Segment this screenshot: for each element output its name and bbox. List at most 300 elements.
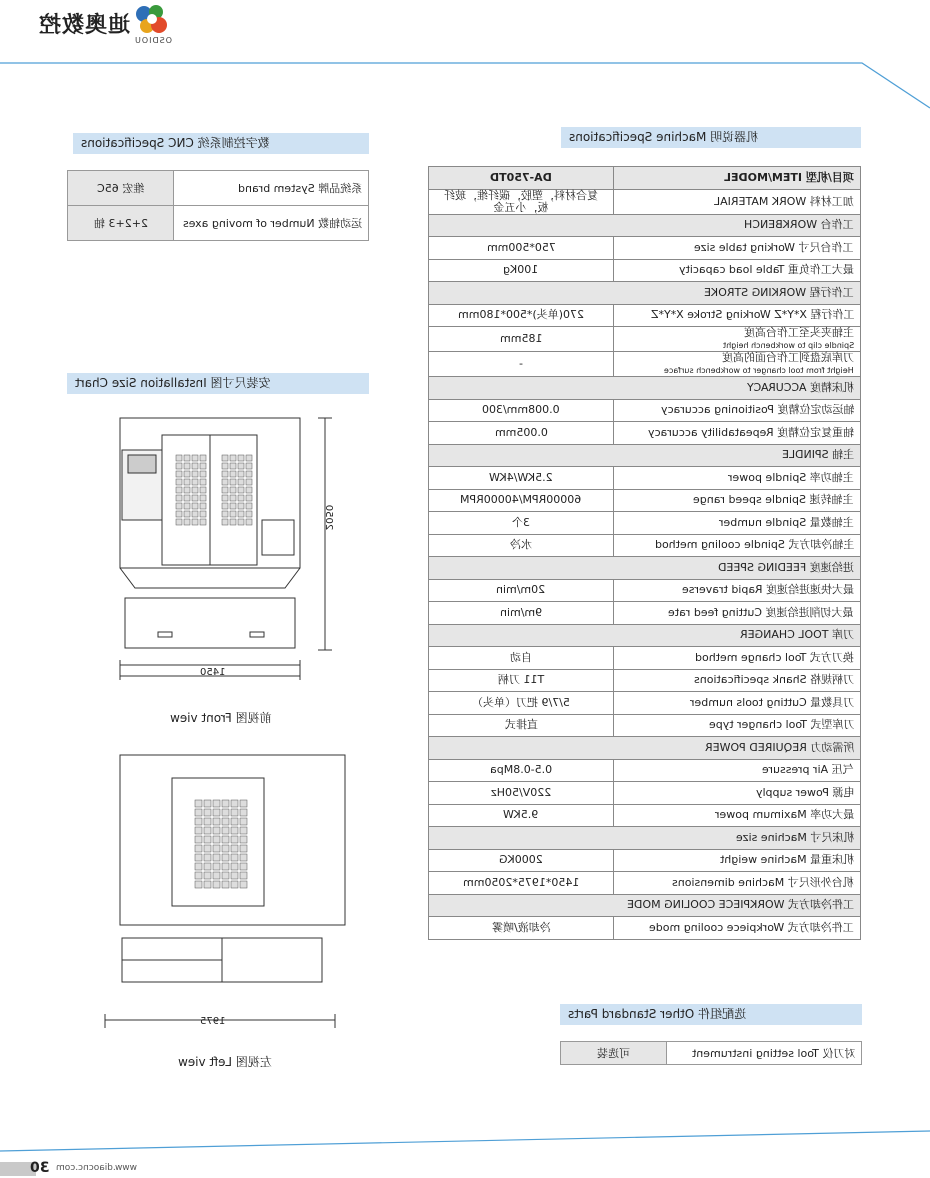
- drawing-grid-cell: [192, 479, 198, 485]
- machine-spec-table: [428, 166, 861, 940]
- text-label: 冷却液/喷雾: [491, 920, 551, 934]
- drawing-grid-cell: [246, 495, 252, 501]
- text-label: 轴重复定位精度 Repeatability accuracy: [647, 425, 854, 439]
- drawing-grid-cell: [195, 800, 202, 807]
- drawing-grid-cell: [222, 800, 229, 807]
- standard-parts-title: [560, 1004, 862, 1025]
- drawing-grid-cell: [230, 463, 236, 469]
- drawing-grid-cell: [230, 471, 236, 477]
- spec-header-item: [614, 167, 861, 190]
- drawing-grid-cell: [200, 511, 206, 517]
- drawing-grid-cell: [240, 881, 247, 888]
- company-logo: [132, 4, 182, 36]
- text-label: 0.5-0.8Mpa: [489, 763, 553, 777]
- spec-key: [614, 259, 861, 282]
- drawing-grid-cell: [192, 511, 198, 517]
- text-label: 机床尺寸 Machine size: [735, 830, 854, 844]
- text-label: 机床重量 Machine weight: [719, 853, 854, 867]
- drawing-grid-cell: [246, 479, 252, 485]
- spec-value: [429, 917, 614, 940]
- drawing-grid-cell: [238, 479, 244, 485]
- spec-category-row: [429, 377, 861, 400]
- text-label: 自动: [510, 650, 532, 664]
- spec-value: [429, 467, 614, 490]
- spec-row: [429, 327, 861, 352]
- spec-key: [614, 647, 861, 670]
- drawing-grid-cell: [195, 827, 202, 834]
- drawing-grid-cell: [240, 872, 247, 879]
- drawing-grid-cell: [231, 818, 238, 825]
- drawing-grid-cell: [200, 479, 206, 485]
- text-label: -: [519, 357, 523, 370]
- drawing-grid-cell: [231, 809, 238, 816]
- text-label: 系统品牌 System brand: [237, 182, 362, 195]
- drawing-grid-cell: [238, 503, 244, 509]
- drawing-grid-cell: [213, 827, 220, 834]
- spec-value: [429, 692, 614, 715]
- drawing-grid-cell: [231, 863, 238, 870]
- drawing-grid-cell: [246, 511, 252, 517]
- text-label: 750*500mm: [486, 240, 556, 254]
- text-label: T11 刀柄: [497, 673, 545, 687]
- drawing-grid-cell: [230, 495, 236, 501]
- drawing-grid-cell: [195, 818, 202, 825]
- cnc-spec-table: [67, 170, 369, 241]
- drawing-grid-cell: [176, 471, 182, 477]
- spec-category-row: [429, 444, 861, 467]
- text-label: 工作行程 WORKING STROKE: [704, 285, 854, 299]
- drawing-grid-cell: [195, 872, 202, 879]
- brand-subtitle: OSDIOU: [134, 36, 173, 45]
- spec-row: [429, 714, 861, 737]
- spec-category-label: [429, 377, 861, 400]
- text-label: 60000RPM/40000RPM: [460, 493, 582, 507]
- drawing-grid-cell: [195, 863, 202, 870]
- page-number: 30: [30, 1160, 50, 1176]
- drawing-grid-cell: [231, 881, 238, 888]
- standard-parts-row: [561, 1042, 862, 1065]
- brand-name-text: 迪奥数控: [38, 12, 131, 38]
- drawing-grid-cell: [184, 495, 190, 501]
- drawing-grid-cell: [204, 800, 211, 807]
- spec-value: [429, 534, 614, 557]
- drawing-grid-cell: [176, 503, 182, 509]
- cnc-spec-title: [73, 133, 369, 154]
- text-label: 270(单头)*500*180mm: [457, 308, 584, 322]
- drawing-grid-cell: [246, 463, 252, 469]
- drawing-grid-cell: [176, 511, 182, 517]
- text-label: 运动轴数 Number of moving axes: [182, 217, 362, 230]
- drawing-grid-cell: [246, 487, 252, 493]
- spec-key: [614, 669, 861, 692]
- installation-title: [67, 373, 369, 394]
- drawing-grid-cell: [192, 519, 198, 525]
- drawing-grid-cell: [222, 845, 229, 852]
- spec-value: [429, 512, 614, 535]
- drawing-grid-cell: [240, 836, 247, 843]
- spec-category-row: [429, 214, 861, 237]
- drawing-grid-cell: [213, 809, 220, 816]
- drawing-grid-cell: [176, 487, 182, 493]
- drawing-grid-cell: [222, 863, 229, 870]
- drawing-grid-cell: [246, 503, 252, 509]
- drawing-grid-cell: [238, 495, 244, 501]
- text-label: 安装尺寸图 Installation Size Chart: [75, 376, 271, 390]
- spec-value: [429, 602, 614, 625]
- cnc-row: [68, 171, 369, 206]
- drawing-grid-cell: [176, 463, 182, 469]
- drawing-grid-cell: [222, 503, 228, 509]
- drawing-grid-cell: [222, 818, 229, 825]
- drawing-grid-cell: [230, 503, 236, 509]
- drawing-grid-cell: [184, 463, 190, 469]
- spec-category-row: [429, 894, 861, 917]
- drawing-grid-cell: [240, 809, 247, 816]
- text-label: 185mm: [499, 332, 543, 345]
- drawing-grid-cell: [222, 854, 229, 861]
- spec-header-row: [429, 167, 861, 190]
- left-view-caption: 左视图 Left view: [178, 1055, 272, 1069]
- text-label: 100Kg: [503, 263, 539, 277]
- spec-value: [429, 327, 614, 352]
- drawing-grid-cell: [192, 503, 198, 509]
- spec-category-label: [429, 827, 861, 850]
- text-label: 最大切削进给速度 Cutting feed rate: [668, 605, 854, 619]
- spec-key: [614, 602, 861, 625]
- text-label: 工件冷却方式 Workpiece cooling mode: [649, 920, 854, 934]
- spec-value: [429, 759, 614, 782]
- spec-category-row: [429, 624, 861, 647]
- drawing-grid-cell: [195, 845, 202, 852]
- front-view-caption: 前视图 Front view: [170, 711, 272, 725]
- drawing-grid-cell: [213, 845, 220, 852]
- drawing-grid-cell: [213, 881, 220, 888]
- drawing-grid-cell: [222, 455, 228, 461]
- drawing-grid-cell: [222, 479, 228, 485]
- drawing-grid-cell: [230, 479, 236, 485]
- spec-row: [429, 399, 861, 422]
- spec-key: [614, 759, 861, 782]
- website-url: www.diaocnc.com: [56, 1163, 138, 1173]
- spec-key: [614, 534, 861, 557]
- text-label: 主轴数量 Spindle number: [719, 515, 854, 529]
- spec-key: [614, 917, 861, 940]
- drawing-grid-cell: [246, 455, 252, 461]
- spec-key: [614, 512, 861, 535]
- spec-row: [429, 352, 861, 377]
- spec-header-model: [429, 167, 614, 190]
- spec-key: [614, 327, 861, 352]
- drawing-grid-cell: [213, 872, 220, 879]
- spec-row: [429, 189, 861, 214]
- text-label: 进给速度 FEEDING SPEED: [718, 560, 854, 574]
- drawing-grid-cell: [240, 800, 247, 807]
- drawing-grid-cell: [238, 455, 244, 461]
- drawing-grid-cell: [231, 854, 238, 861]
- text-label: 9.5KW: [503, 808, 539, 822]
- text-label: Height from tool changer to workbench surface: [664, 366, 854, 375]
- drawing-grid-cell: [222, 495, 228, 501]
- text-label: Spindle clip to workbench height: [722, 341, 854, 350]
- text-label: 最大快速进给速度 Rapid traverse: [681, 583, 854, 597]
- text-label: 主轴 SPINDLE: [781, 448, 854, 462]
- spec-category-label: [429, 214, 861, 237]
- cnc-key: [174, 206, 369, 241]
- drawing-grid-cell: [240, 827, 247, 834]
- drawing-grid-cell: [192, 455, 198, 461]
- text-label: 主轴功率 Spindle power: [728, 470, 854, 484]
- drawing-grid-cell: [231, 800, 238, 807]
- text-label: 数字控制系统 CNC Specifications: [81, 136, 270, 150]
- text-label: 直排式: [504, 718, 538, 732]
- drawing-grid-cell: [238, 511, 244, 517]
- drawing-grid-cell: [222, 881, 229, 888]
- drawing-grid-cell: [200, 471, 206, 477]
- brand-name: [38, 6, 130, 40]
- drawing-grid-cell: [222, 511, 228, 517]
- text-label: 2000KG: [499, 853, 543, 867]
- drawing-grid-cell: [192, 471, 198, 477]
- spec-value: [429, 872, 614, 895]
- text-label: 刀具数量 Cutting tools number: [689, 695, 854, 709]
- text-label: 工作台尺寸 Working table size: [694, 240, 854, 254]
- spec-key: [614, 467, 861, 490]
- drawing-grid-cell: [213, 854, 220, 861]
- drawing-grid-cell: [200, 495, 206, 501]
- drawing-grid-cell: [240, 845, 247, 852]
- drawing-grid-cell: [200, 487, 206, 493]
- drawing-grid-cell: [213, 800, 220, 807]
- spec-category-label: [429, 282, 861, 305]
- drawing-grid-cell: [204, 827, 211, 834]
- drawing-grid-cell: [195, 881, 202, 888]
- drawing-grid-cell: [192, 487, 198, 493]
- spec-key: [614, 692, 861, 715]
- spec-value: [429, 782, 614, 805]
- front-height-dim: 2050: [323, 504, 335, 531]
- text-label: 工件冷却方式 WORKPIECE COOLING MODE: [626, 898, 854, 912]
- drawing-grid-cell: [195, 809, 202, 816]
- drawing-grid-cell: [231, 872, 238, 879]
- drawing-grid-cell: [231, 836, 238, 843]
- drawing-grid-cell: [200, 519, 206, 525]
- spec-value: [429, 714, 614, 737]
- spec-category-label: [429, 624, 861, 647]
- text-label: 工作行程 X*Y*Z Working Stroke X*Y*Z: [650, 308, 854, 322]
- drawing-grid-cell: [222, 487, 228, 493]
- spec-value: [429, 669, 614, 692]
- spec-category-label: [429, 557, 861, 580]
- spec-row: [429, 669, 861, 692]
- drawing-grid-cell: [200, 503, 206, 509]
- spec-row: [429, 692, 861, 715]
- cnc-key: [174, 171, 369, 206]
- drawing-grid-cell: [246, 519, 252, 525]
- spec-value: [429, 422, 614, 445]
- drawing-grid-cell: [204, 872, 211, 879]
- drawing-grid-cell: [213, 818, 220, 825]
- spec-row: [429, 579, 861, 602]
- drawing-grid-cell: [238, 463, 244, 469]
- drawing-grid-cell: [204, 854, 211, 861]
- text-label: 机床精度 ACCURACY: [747, 380, 854, 394]
- standard-parts-table: [560, 1041, 862, 1065]
- spec-row: [429, 422, 861, 445]
- drawing-grid-cell: [176, 495, 182, 501]
- drawing-grid-cell: [204, 836, 211, 843]
- text-label: 最大工作负重 Table load capacity: [679, 263, 854, 277]
- standard-parts-key: [667, 1042, 862, 1065]
- text-label: 刀库 TOOL CHANGER: [740, 628, 854, 642]
- left-width-dim: 1975: [200, 1016, 226, 1027]
- spec-row: [429, 304, 861, 327]
- spec-value: [429, 237, 614, 260]
- footer-divider-line: [0, 1125, 930, 1165]
- drawing-grid-cell: [240, 854, 247, 861]
- text-label: 维宏 65C: [96, 182, 145, 195]
- text-label: 复合材料，塑胶，碳纤维，玻纤板，小五金: [444, 188, 598, 214]
- text-label: 1450*1975*2050mm: [462, 875, 580, 889]
- drawing-grid-cell: [204, 881, 211, 888]
- text-label: 2.5KW/4KW: [489, 470, 553, 484]
- spec-value: [429, 804, 614, 827]
- spec-key: [614, 237, 861, 260]
- spec-key: [614, 872, 861, 895]
- spec-category-label: [429, 894, 861, 917]
- spec-value: [429, 647, 614, 670]
- drawing-grid-cell: [176, 479, 182, 485]
- drawing-grid-cell: [222, 836, 229, 843]
- drawing-grid-cell: [184, 503, 190, 509]
- left-view-drawing: [100, 750, 360, 1040]
- cnc-row: [68, 206, 369, 241]
- cnc-value: [68, 206, 174, 241]
- machine-spec-title: [561, 127, 861, 148]
- drawing-grid-cell: [246, 471, 252, 477]
- text-label: 最大功率 Maximum power: [714, 808, 854, 822]
- drawing-grid-cell: [184, 471, 190, 477]
- text-label: DA-750TD: [490, 170, 552, 184]
- text-label: 刀柄规格 Shank specifications: [693, 673, 854, 687]
- text-label: 对刀仪 Tool setting instrument: [691, 1047, 855, 1060]
- drawing-grid-cell: [238, 471, 244, 477]
- spec-category-row: [429, 827, 861, 850]
- spec-row: [429, 467, 861, 490]
- spec-key: [614, 189, 861, 214]
- drawing-grid-cell: [230, 455, 236, 461]
- spec-category-label: [429, 444, 861, 467]
- text-label: 主轴冷却方式 Spindle cooling method: [654, 538, 854, 552]
- drawing-grid-cell: [204, 818, 211, 825]
- drawing-grid-cell: [238, 519, 244, 525]
- text-label: 换刀方式 Tool change method: [695, 650, 854, 664]
- drawing-grid-cell: [200, 455, 206, 461]
- text-label: 气压 Air pressure: [762, 763, 854, 777]
- drawing-grid-cell: [222, 872, 229, 879]
- spec-key: [614, 804, 861, 827]
- spec-value: [429, 352, 614, 377]
- spec-category-label: [429, 737, 861, 760]
- drawing-grid-cell: [240, 818, 247, 825]
- spec-value: [429, 579, 614, 602]
- text-label: 主轴夹头至工作台高度: [744, 326, 854, 339]
- spec-row: [429, 602, 861, 625]
- drawing-grid-cell: [213, 863, 220, 870]
- spec-key: [614, 304, 861, 327]
- spec-row: [429, 804, 861, 827]
- drawing-grid-cell: [204, 863, 211, 870]
- spec-row: [429, 782, 861, 805]
- text-label: 水冷: [510, 538, 532, 552]
- drawing-grid-cell: [184, 519, 190, 525]
- drawing-grid-cell: [230, 519, 236, 525]
- text-label: 项目/机型 ITEM/MODEL: [724, 170, 854, 184]
- spec-row: [429, 917, 861, 940]
- drawing-grid-cell: [184, 511, 190, 517]
- text-label: 电源 Power supply: [755, 785, 854, 799]
- spec-value: [429, 399, 614, 422]
- spec-key: [614, 352, 861, 377]
- drawing-grid-cell: [230, 511, 236, 517]
- text-label: 2+2+3 轴: [93, 217, 148, 230]
- text-label: 机台外形尺寸 Machine dimensions: [672, 875, 854, 889]
- spec-key: [614, 579, 861, 602]
- drawing-grid-cell: [222, 471, 228, 477]
- text-label: 20m/min: [496, 583, 546, 597]
- drawing-grid-cell: [222, 463, 228, 469]
- spec-row: [429, 849, 861, 872]
- drawing-grid-cell: [222, 519, 228, 525]
- spec-key: [614, 422, 861, 445]
- spec-key: [614, 399, 861, 422]
- drawing-grid-cell: [192, 463, 198, 469]
- text-label: 刀库型式 Tool changer type: [708, 718, 854, 732]
- spec-row: [429, 534, 861, 557]
- drawing-grid-cell: [231, 827, 238, 834]
- drawing-grid-cell: [230, 487, 236, 493]
- spec-row: [429, 512, 861, 535]
- spec-value: [429, 304, 614, 327]
- spec-category-row: [429, 557, 861, 580]
- spec-key: [614, 849, 861, 872]
- spec-value: [429, 259, 614, 282]
- text-label: 工作台 WORKBENCH: [744, 218, 854, 232]
- text-label: 所需动力 REQUIRED POWER: [704, 740, 854, 754]
- text-label: 机器说明 Machine Specifications: [569, 130, 759, 144]
- text-label: 轴运动定位精度 Positioning accuracy: [660, 403, 854, 417]
- drawing-grid-cell: [222, 809, 229, 816]
- drawing-grid-cell: [184, 455, 190, 461]
- drawing-grid-cell: [184, 479, 190, 485]
- text-label: 主轴转速 Spindle speed range: [693, 493, 854, 507]
- spec-key: [614, 782, 861, 805]
- drawing-grid-cell: [240, 863, 247, 870]
- cnc-value: [68, 171, 174, 206]
- spec-key: [614, 489, 861, 512]
- spec-row: [429, 259, 861, 282]
- drawing-grid-cell: [222, 827, 229, 834]
- drawing-grid-cell: [231, 845, 238, 852]
- drawing-grid-cell: [204, 845, 211, 852]
- text-label: 加工材料 WORK MATERIAL: [714, 194, 854, 208]
- spec-value: [429, 189, 614, 214]
- spec-category-row: [429, 737, 861, 760]
- text-label: 9m/min: [499, 605, 543, 619]
- drawing-grid-cell: [184, 487, 190, 493]
- spec-row: [429, 489, 861, 512]
- text-label: 0.008mm/300: [482, 403, 560, 417]
- drawing-grid-cell: [195, 854, 202, 861]
